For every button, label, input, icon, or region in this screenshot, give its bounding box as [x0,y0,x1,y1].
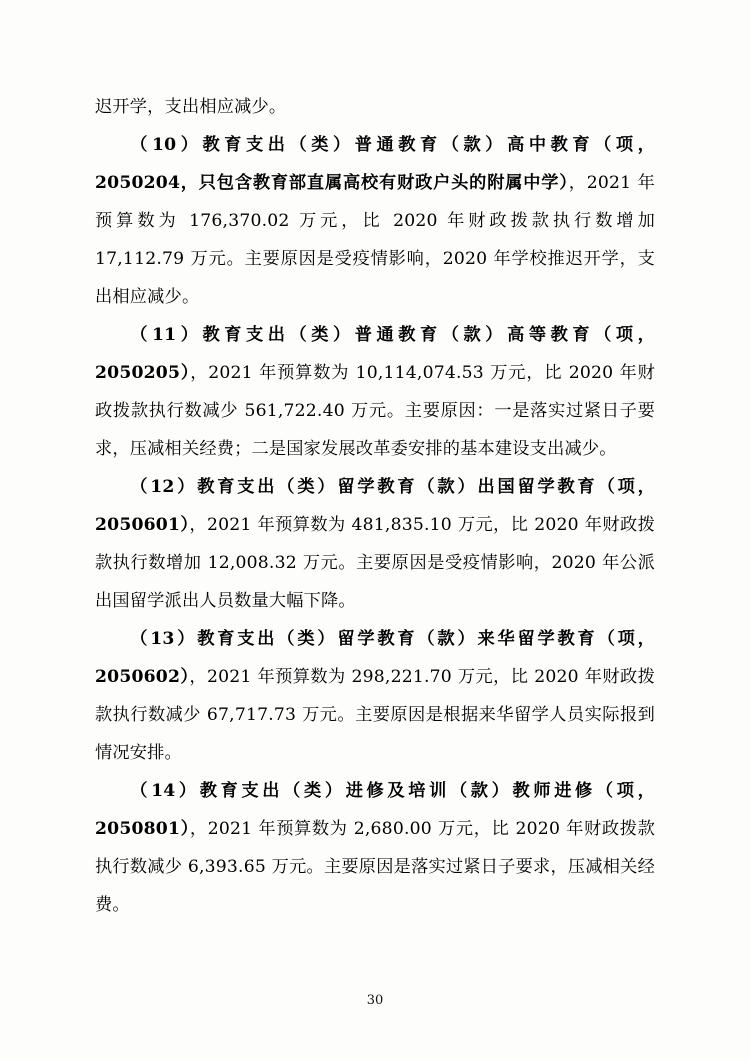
page-number: 30 [366,993,384,1008]
text-run: 迟开学，支出相应减少。 [95,97,287,117]
paragraph-item-12 [95,468,655,620]
text-run-bold: （11）教育支出（类）普通教育（款）高等教育（项，2050205） [95,325,655,383]
paragraph-continued [95,88,655,126]
text-run: ，2021 年预算数为 481,835.10 万元，比 2020 年财政拨款执行数增加 12,008.32 万元。主要原因是受疫情影响，2020 年公派出国留学派出人员数量大幅下降。 [95,515,655,611]
text-run: ，2021 年预算数为 176,370.02 万元，比 2020 年财政拨款执行数增加 17,112.79 万元。主要原因是受疫情影响，2020 年学校推迟开学，支出相应减少。 [95,173,655,307]
text-run-bold: （14）教育支出（类）进修及培训（款）教师进修（项，2050801） [95,781,655,839]
document-body [95,88,655,924]
text-run-bold: （10）教育支出（类）普通教育（款）高中教育（项，2050204，只包含教育部直属高校有财政户头的附属中学） [95,135,655,193]
paragraph-item-14 [95,772,655,924]
text-run-bold: （12）教育支出（类）留学教育（款）出国留学教育（项，2050601） [95,477,655,535]
paragraph-item-10 [95,126,655,316]
text-run: ，2021 年预算数为 298,221.70 万元，比 2020 年财政拨款执行数减少 67,717.73 万元。主要原因是根据来华留学人员实际报到情况安排。 [95,667,655,763]
paragraph-item-13 [95,620,655,772]
paragraph-item-11 [95,316,655,468]
text-run: ，2021 年预算数为 2,680.00 万元，比 2020 年财政拨款执行数减少 6,393.65 万元。主要原因是落实过紧日子要求，压减相关经费。 [95,819,656,915]
text-run-bold: （13）教育支出（类）留学教育（款）来华留学教育（项，2050602） [95,629,655,687]
text-run: ，2021 年预算数为 10,114,074.53 万元，比 2020 年财政拨款执行数减少 561,722.40 万元。主要原因：一是落实过紧日子要求，压减相关经费；二是国家发展改革委安排的基本建设支出减少。 [95,363,655,459]
